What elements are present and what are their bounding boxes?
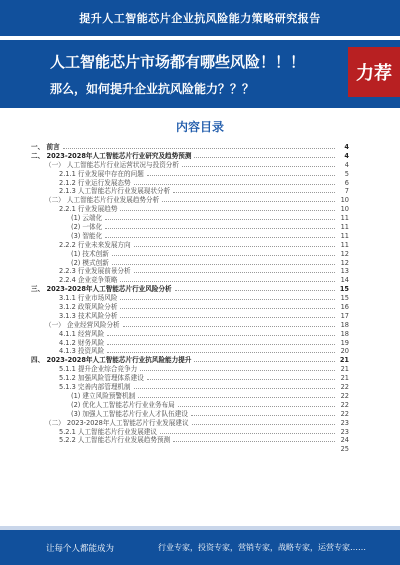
toc-leader-dots <box>160 428 335 434</box>
toc-entry-page: 12 <box>340 258 349 267</box>
toc-entry-label: (3) 智能化 <box>71 231 103 240</box>
toc-entry[interactable] <box>31 161 349 170</box>
toc-entry[interactable] <box>31 401 349 410</box>
toc-leader-dots <box>112 250 335 256</box>
toc-entry-page: 15 <box>339 285 349 294</box>
toc-entry-page: 24 <box>340 436 349 445</box>
toc-entry-label: 5.1.2 加强风险管理体系建设 <box>59 374 144 383</box>
toc-entry-page: 12 <box>340 249 349 258</box>
toc-entry-page: 11 <box>340 223 349 232</box>
toc-entry-label: 2.2.3 行业发展前景分析 <box>59 267 131 276</box>
toc-entry[interactable] <box>31 321 349 330</box>
toc-entry-label: 5.2.1 人工智能芯片行业发展建议 <box>59 427 157 436</box>
toc-entry-page: 22 <box>340 409 349 418</box>
toc-entry-page: 4 <box>344 143 349 151</box>
toc-leader-dots <box>138 392 335 398</box>
toc-leader-dots <box>194 356 335 362</box>
toc-leader-dots <box>194 152 335 158</box>
toc-entry-label: 5.1.1 提升企业综合竞争力 <box>59 365 138 374</box>
toc-leader-dots <box>191 410 335 416</box>
toc-entry-label: 3.1.1 行业市场风险 <box>59 294 118 303</box>
toc-entry-page: 19 <box>340 338 349 347</box>
toc-entry-label: (2) 一体化 <box>71 223 103 232</box>
toc-leader-dots <box>107 347 335 353</box>
toc-entry-label: (1) 建立风险预警机制 <box>71 391 136 400</box>
toc-leader-dots <box>147 170 335 176</box>
toc-leader-dots <box>112 259 335 265</box>
toc-entry-label: 2.2.2 行业未来发展方向 <box>59 240 131 249</box>
table-of-contents <box>31 143 349 454</box>
footer <box>0 530 400 565</box>
toc-entry[interactable] <box>31 152 349 161</box>
toc-entry-label: 一、 前言 <box>31 143 60 151</box>
toc-leader-dots <box>120 294 335 300</box>
toc-entry-page: 10 <box>340 205 349 214</box>
toc-leader-dots <box>120 205 335 211</box>
toc-entry[interactable] <box>31 214 349 223</box>
toc-entry-label: 2.2.4 企业竞争策略 <box>59 276 118 285</box>
toc-entry-page: 23 <box>340 427 349 436</box>
toc-entry-page: 7 <box>344 187 349 196</box>
toc-entry-page: 22 <box>340 383 349 392</box>
toc-entry-page: 11 <box>340 231 349 240</box>
toc-entry-label: （二） 人工智能芯片行业发展趋势分析 <box>45 196 160 205</box>
toc-entry-page: 10 <box>340 196 349 205</box>
toc-entry-label: （二） 2023-2028年人工智能芯片行业发展建议 <box>45 418 189 427</box>
toc-entry[interactable] <box>31 187 349 196</box>
toc-entry[interactable] <box>31 241 349 250</box>
toc-entry-page: 4 <box>344 160 349 169</box>
toc-entry-page: 11 <box>340 214 349 223</box>
toc-leader-dots <box>134 267 335 273</box>
toc-entry-label: 3.1.2 政策风险分析 <box>59 303 118 312</box>
toc-entry-label: (1) 技术创新 <box>71 249 109 258</box>
toc-entry[interactable] <box>31 303 349 312</box>
toc-leader-dots <box>107 330 335 336</box>
toc-leader-dots <box>120 303 335 309</box>
toc-leader-dots <box>182 161 335 167</box>
toc-entry-page: 22 <box>340 400 349 409</box>
toc-leader-dots <box>192 419 335 425</box>
toc-entry-label: 2.1.1 行业发展中存在的问题 <box>59 169 144 178</box>
toc-entry-label: （一） 人工智能芯片行业运营状况与投资分析 <box>45 160 179 169</box>
headline-question: 人工智能芯片市场都有哪些风险！！！ <box>50 53 306 71</box>
toc-entry-label: 2.2.1 行业发展趋势 <box>59 205 118 214</box>
toc-entry-label: 4.1.3 投资风险 <box>59 347 105 356</box>
toc-entry-label: (2) 模式创新 <box>71 258 109 267</box>
toc-entry-page: 4 <box>344 151 349 160</box>
toc-leader-dots <box>134 241 335 247</box>
toc-entry-label: 2.1.2 行业运行发展态势 <box>59 178 131 187</box>
toc-leader-dots <box>173 187 335 193</box>
toc-entry-page: 11 <box>340 240 349 249</box>
toc-entry-label: 3.1.3 技术风险分析 <box>59 311 118 320</box>
toc-leader-dots <box>134 383 335 389</box>
top-banner <box>0 0 400 36</box>
toc-entry[interactable] <box>31 196 349 205</box>
toc-entry[interactable] <box>31 436 349 445</box>
toc-leader-dots <box>105 223 335 229</box>
toc-entry-page: 21 <box>339 356 349 365</box>
toc-entry[interactable] <box>31 223 349 232</box>
toc-entry-label: 5.2.2 人工智能芯片行业发展趋势预测 <box>59 436 171 445</box>
toc-entry[interactable] <box>31 410 349 419</box>
toc-entry[interactable] <box>31 170 349 179</box>
toc-entry[interactable] <box>31 294 349 303</box>
toc-entry-page: 22 <box>340 391 349 400</box>
page-number: 25 <box>340 445 349 454</box>
toc-entry[interactable] <box>31 392 349 401</box>
toc-entry-page: 21 <box>340 365 349 374</box>
headline-block <box>0 40 400 108</box>
toc-entry-label: 5.1.3 完善内部管理机制 <box>59 383 131 392</box>
toc-leader-dots <box>105 232 335 238</box>
toc-entry-label: 三、 2023-2028年人工智能芯片行业风险分析 <box>31 285 172 294</box>
toc-entry-page: 5 <box>344 169 349 178</box>
toc-entry-page: 6 <box>344 178 349 187</box>
toc-entry[interactable] <box>31 330 349 339</box>
toc-leader-dots <box>147 374 335 380</box>
toc-leader-dots <box>140 365 335 371</box>
toc-leader-dots <box>120 276 335 282</box>
toc-entry-label: (1) 云端化 <box>71 214 103 223</box>
toc-entry-label: 四、 2023-2028年人工智能芯片行业抗风险能力提升 <box>31 356 192 365</box>
toc-entry[interactable] <box>31 205 349 214</box>
toc-entry-page: 20 <box>340 347 349 356</box>
toc-entry[interactable] <box>31 143 349 152</box>
toc-leader-dots <box>173 436 335 442</box>
footer-slogan: 让每个人都能成为 <box>46 543 115 554</box>
toc-entry-page: 16 <box>340 303 349 312</box>
toc-leader-dots <box>175 285 335 291</box>
toc-title: 内容目录 <box>175 120 224 134</box>
toc-entry-page: 23 <box>340 418 349 427</box>
toc-entry[interactable] <box>31 383 349 392</box>
toc-leader-dots <box>63 143 335 149</box>
toc-leader-dots <box>123 321 335 327</box>
toc-leader-dots <box>120 312 335 318</box>
toc-leader-dots <box>107 339 335 345</box>
toc-entry-label: 4.1.1 经营风险 <box>59 329 105 338</box>
recommend-badge: 力荐 <box>348 47 400 97</box>
toc-leader-dots <box>134 179 335 185</box>
toc-entry-page: 17 <box>340 311 349 320</box>
toc-entry-page: 15 <box>340 294 349 303</box>
toc-entry-page: 18 <box>340 320 349 329</box>
toc-entry[interactable] <box>31 285 349 294</box>
toc-entry-label: (2) 优化人工智能芯片行业业务布局 <box>71 400 175 409</box>
toc-entry[interactable] <box>31 419 349 428</box>
toc-entry[interactable] <box>31 276 349 285</box>
toc-entry-page: 18 <box>340 329 349 338</box>
toc-leader-dots <box>162 196 335 202</box>
toc-entry-label: （一） 企业经营风险分析 <box>45 320 120 329</box>
toc-leader-dots <box>105 214 335 220</box>
headline-subquestion: 那么，如何提升企业抗风险能力？？？ <box>50 82 255 96</box>
toc-entry-label: (3) 加强人工智能芯片行业人才队伍建设 <box>71 409 188 418</box>
toc-entry[interactable] <box>31 356 349 365</box>
toc-entry-page: 21 <box>340 374 349 383</box>
toc-entry[interactable] <box>31 312 349 321</box>
toc-entry-page: 13 <box>340 267 349 276</box>
toc-entry[interactable] <box>31 232 349 241</box>
toc-entry[interactable] <box>31 365 349 374</box>
report-title: 提升人工智能芯片企业抗风险能力策略研究报告 <box>79 12 321 25</box>
toc-entry-label: 二、 2023-2028年人工智能芯片行业研究及趋势预测 <box>31 151 192 160</box>
toc-entry-label: 4.1.2 财务风险 <box>59 338 105 347</box>
toc-entry-label: 2.1.3 人工智能芯片行业发展现状分析 <box>59 187 171 196</box>
toc-entry[interactable] <box>31 374 349 383</box>
toc-entry-page: 14 <box>340 276 349 285</box>
toc-leader-dots <box>178 401 335 407</box>
footer-roles: 行业专家，投资专家，营销专家，战略专家，运营专家…… <box>158 543 366 552</box>
toc-entry[interactable] <box>31 250 349 259</box>
